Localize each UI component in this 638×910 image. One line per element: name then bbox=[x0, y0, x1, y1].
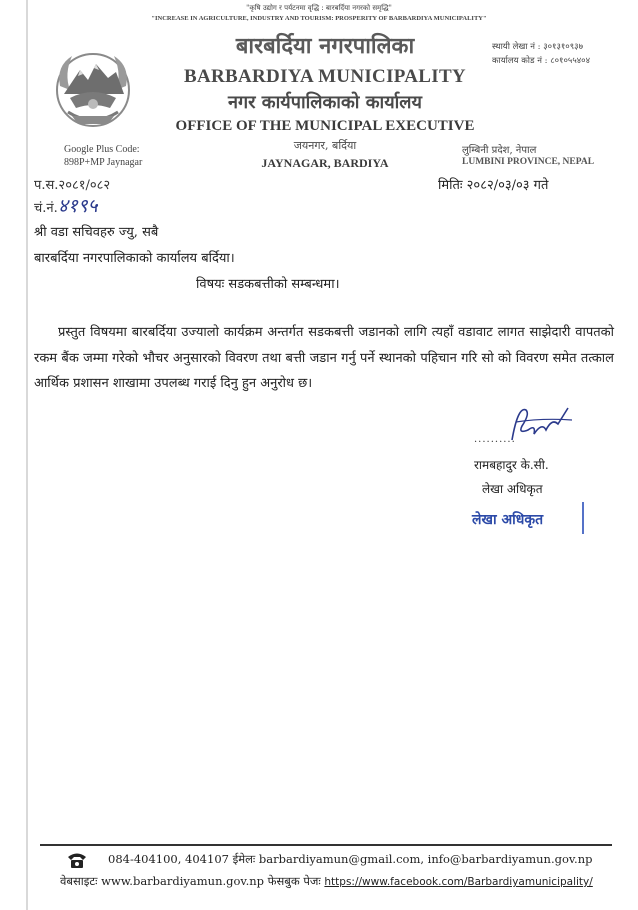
slogan-nepali: "कृषि उद्योग र पर्यटनमा वृद्धि : बारबर्दिया नगरको समृद्धि" bbox=[246, 4, 392, 12]
letter-date: मितिः २०८२/०३/०३ गते bbox=[438, 178, 549, 193]
letter-subject: विषयः सडकबत्तीको सम्बन्धमा। bbox=[196, 277, 340, 292]
pan-number: स्थायी लेखा नं : ३०१३१०९३७ bbox=[492, 42, 583, 52]
google-plus-code-label: Google Plus Code: bbox=[64, 144, 140, 155]
account-codes bbox=[492, 40, 590, 68]
dispatch-number-label: चं.नं. bbox=[34, 201, 58, 216]
province-english: LUMBINI PROVINCE, NEPAL bbox=[462, 157, 595, 167]
footer-contact: 084-404100, 404107 ईमेलः barbardiyamun@gmail.com, info@barbardiyamun.gov.np bbox=[108, 852, 593, 866]
slogan-english: "INCREASE IN AGRICULTURE, INDUSTRY AND TOURISM: PROSPERITY OF BARBARDIYA MUNICIPALITY" bbox=[151, 15, 487, 22]
google-plus-code-value: 898P+MP Jaynagar bbox=[64, 157, 143, 168]
office-title-english: OFFICE OF THE MUNICIPAL EXECUTIVE bbox=[175, 118, 475, 134]
recipient: श्री वडा सचिवहरु ज्यु, सबै bbox=[34, 225, 159, 240]
facebook-link[interactable]: https://www.facebook.com/Barbardiyamunicipality/ bbox=[324, 876, 593, 888]
location-english: JAYNAGAR, BARDIYA bbox=[261, 156, 389, 170]
signatory-title: लेखा अधिकृत bbox=[482, 482, 543, 496]
signatory-name: रामबहादुर के.सी. bbox=[474, 458, 549, 472]
government-emblem-icon bbox=[50, 46, 136, 132]
telephone-icon bbox=[66, 850, 88, 870]
office-code: कार्यालय कोड नं : ८०१०५५४०४ bbox=[492, 56, 591, 66]
stamp-mark bbox=[582, 502, 584, 534]
location-nepali: जयनगर, बर्दिया bbox=[293, 139, 357, 152]
official-stamp: लेखा अधिकृत bbox=[472, 512, 544, 528]
letter-body: प्रस्तुत विषयमा बारबर्दिया उज्यालो कार्यक्रम अन्तर्गत सडकबत्ती जडानको लागि त्यहाँ वडावाट लागत साझेदारी वापतको रकम बैंक जम्मा गरेको भौचर अनुसारको विवरण तथा बत्ती जडान गर्नु पर्ने स्थानको पहिचान गरि सो को विवरण समेत तत्काल आर्थिक प्रशासन शाखामा उपलब्ध गराई दिनु हुन अनुरोध छ। bbox=[34, 325, 614, 391]
letter-reference: प.स.२०८१/०८२ bbox=[34, 178, 111, 193]
province-nepali: लुम्बिनी प्रदेश, नेपाल bbox=[462, 145, 537, 156]
signature-line: .......... bbox=[474, 434, 516, 445]
municipality-title-nepali: बारबर्दिया नगरपालिका bbox=[235, 33, 415, 59]
footer-divider bbox=[40, 844, 612, 846]
scan-edge bbox=[26, 0, 28, 910]
dispatch-number-handwritten: ४१९५ bbox=[58, 195, 98, 217]
municipality-title-english: BARBARDIYA MUNICIPALITY bbox=[184, 66, 466, 87]
website-text: वेबसाइटः www.barbardiyamun.gov.np फेसबुक पेजः bbox=[60, 874, 325, 888]
footer-web bbox=[60, 874, 593, 889]
office-title-nepali: नगर कार्यपालिकाको कार्यालय bbox=[228, 92, 422, 113]
recipient-office: बारबर्दिया नगरपालिकाको कार्यालय बर्दिया। bbox=[34, 251, 235, 266]
